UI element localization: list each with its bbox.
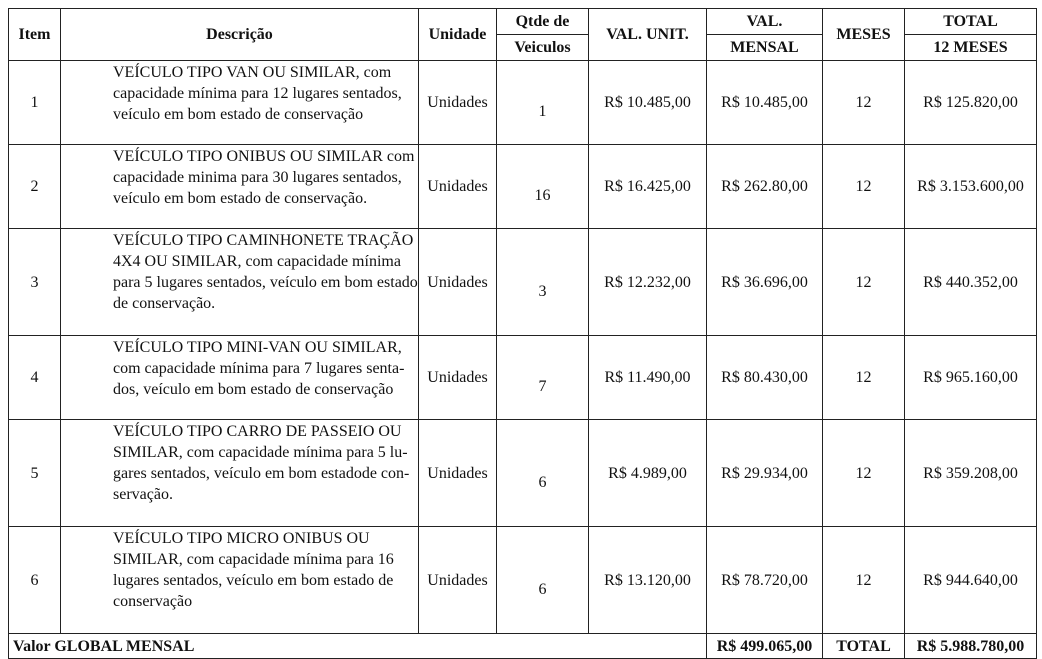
desc-line: VEÍCULO TIPO MINI-VAN OU SIMILAR, (113, 339, 402, 356)
desc-line: capacidade mínima para 12 lugares sentados, (113, 85, 402, 102)
col-header-val-mensal-line2: MENSAL (707, 35, 823, 61)
cell-total: R$ 3.153.600,00 (905, 145, 1037, 229)
global-monthly-value: R$ 499.065,00 (707, 634, 823, 659)
cell-meses: 12 (823, 336, 905, 420)
cell-item: 6 (9, 527, 61, 634)
total-value: R$ 5.988.780,00 (905, 634, 1037, 659)
col-header-unidade: Unidade (419, 9, 497, 61)
table-row (9, 336, 1037, 420)
desc-line: gares sentados, veículo em bom estadode con- (113, 465, 410, 482)
cell-unidade: Unidades (419, 527, 497, 634)
col-header-qtde-line2: Veiculos (497, 35, 589, 61)
cell-descricao (61, 61, 419, 145)
cell-unidade: Unidades (419, 229, 497, 336)
cell-val-mensal: R$ 10.485,00 (707, 61, 823, 145)
cell-meses: 12 (823, 420, 905, 527)
footer-row (9, 634, 1037, 659)
cell-total: R$ 965.160,00 (905, 336, 1037, 420)
table-row (9, 229, 1037, 336)
cell-unidade: Unidades (419, 145, 497, 229)
col-header-qtde-line1: Qtde de (497, 9, 589, 35)
cell-unidade: Unidades (419, 420, 497, 527)
desc-line: SIMILAR, com capacidade mínima para 16 (113, 551, 394, 568)
cell-val-unit: R$ 16.425,00 (589, 145, 707, 229)
col-header-total-line1: TOTAL (905, 9, 1037, 35)
desc-line: VEÍCULO TIPO VAN OU SIMILAR, com (113, 64, 392, 81)
desc-line: de conservação. (113, 295, 216, 312)
cell-item: 4 (9, 336, 61, 420)
cell-descricao (61, 527, 419, 634)
cell-val-mensal: R$ 262.80,00 (707, 145, 823, 229)
cell-item: 1 (9, 61, 61, 145)
cell-descricao (61, 420, 419, 527)
desc-line: SIMILAR, com capacidade mínima para 5 lu- (113, 444, 408, 461)
table-row (9, 61, 1037, 145)
col-header-val-unit: VAL. UNIT. (589, 9, 707, 61)
table-row (9, 145, 1037, 229)
desc-line: com capacidade mínima para 7 lugares senta- (113, 360, 405, 377)
col-header-meses: MESES (823, 9, 905, 61)
cell-descricao (61, 336, 419, 420)
cell-val-unit: R$ 4.989,00 (589, 420, 707, 527)
desc-line: VEÍCULO TIPO ONIBUS OU SIMILAR com (113, 148, 415, 165)
cell-qtde: 16 (497, 145, 589, 229)
desc-line: para 5 lugares sentados, veículo em bom estado (113, 274, 418, 291)
cell-qtde: 7 (497, 336, 589, 420)
cell-qtde: 6 (497, 420, 589, 527)
global-monthly-label: Valor GLOBAL MENSAL (9, 634, 707, 659)
cell-total: R$ 944.640,00 (905, 527, 1037, 634)
cell-item: 5 (9, 420, 61, 527)
header-row (9, 9, 1037, 35)
cell-val-unit: R$ 13.120,00 (589, 527, 707, 634)
cell-meses: 12 (823, 229, 905, 336)
desc-line: lugares sentados, veículo em bom estado de (113, 572, 394, 589)
desc-line: dos, veículo em bom estado de conservação (113, 381, 394, 398)
cell-meses: 12 (823, 527, 905, 634)
desc-line: capacidade minima para 30 lugares sentados, (113, 169, 402, 186)
cell-val-unit: R$ 12.232,00 (589, 229, 707, 336)
table-row (9, 527, 1037, 634)
cell-item: 3 (9, 229, 61, 336)
desc-line: veículo em bom estado de conservação (113, 106, 364, 123)
desc-line: 4X4 OU SIMILAR, com capacidade mínima (113, 253, 401, 270)
desc-line: veículo em bom estado de conservação. (113, 190, 368, 207)
desc-line: VEÍCULO TIPO CAMINHONETE TRAÇÃO (113, 232, 414, 249)
cell-val-unit: R$ 10.485,00 (589, 61, 707, 145)
cell-qtde: 6 (497, 527, 589, 634)
cell-meses: 12 (823, 61, 905, 145)
cell-unidade: Unidades (419, 61, 497, 145)
desc-line: servação. (113, 486, 173, 503)
col-header-descricao: Descrição (61, 9, 419, 61)
cell-qtde: 1 (497, 61, 589, 145)
cell-unidade: Unidades (419, 336, 497, 420)
cell-item: 2 (9, 145, 61, 229)
cell-total: R$ 359.208,00 (905, 420, 1037, 527)
cell-total: R$ 440.352,00 (905, 229, 1037, 336)
cell-qtde: 3 (497, 229, 589, 336)
cell-val-mensal: R$ 36.696,00 (707, 229, 823, 336)
cell-val-mensal: R$ 78.720,00 (707, 527, 823, 634)
desc-line: VEÍCULO TIPO CARRO DE PASSEIO OU (113, 423, 402, 440)
table-row (9, 420, 1037, 527)
col-header-item: Item (9, 9, 61, 61)
col-header-val-mensal-line1: VAL. (707, 9, 823, 35)
cell-descricao (61, 229, 419, 336)
col-header-total-line2: 12 MESES (905, 35, 1037, 61)
vehicle-cost-table (8, 8, 1037, 659)
desc-line: conservação (113, 593, 193, 610)
cell-val-unit: R$ 11.490,00 (589, 336, 707, 420)
cell-val-mensal: R$ 80.430,00 (707, 336, 823, 420)
desc-line: VEÍCULO TIPO MICRO ONIBUS OU (113, 530, 370, 547)
cell-descricao (61, 145, 419, 229)
cell-val-mensal: R$ 29.934,00 (707, 420, 823, 527)
total-label: TOTAL (823, 634, 905, 659)
cell-total: R$ 125.820,00 (905, 61, 1037, 145)
cell-meses: 12 (823, 145, 905, 229)
